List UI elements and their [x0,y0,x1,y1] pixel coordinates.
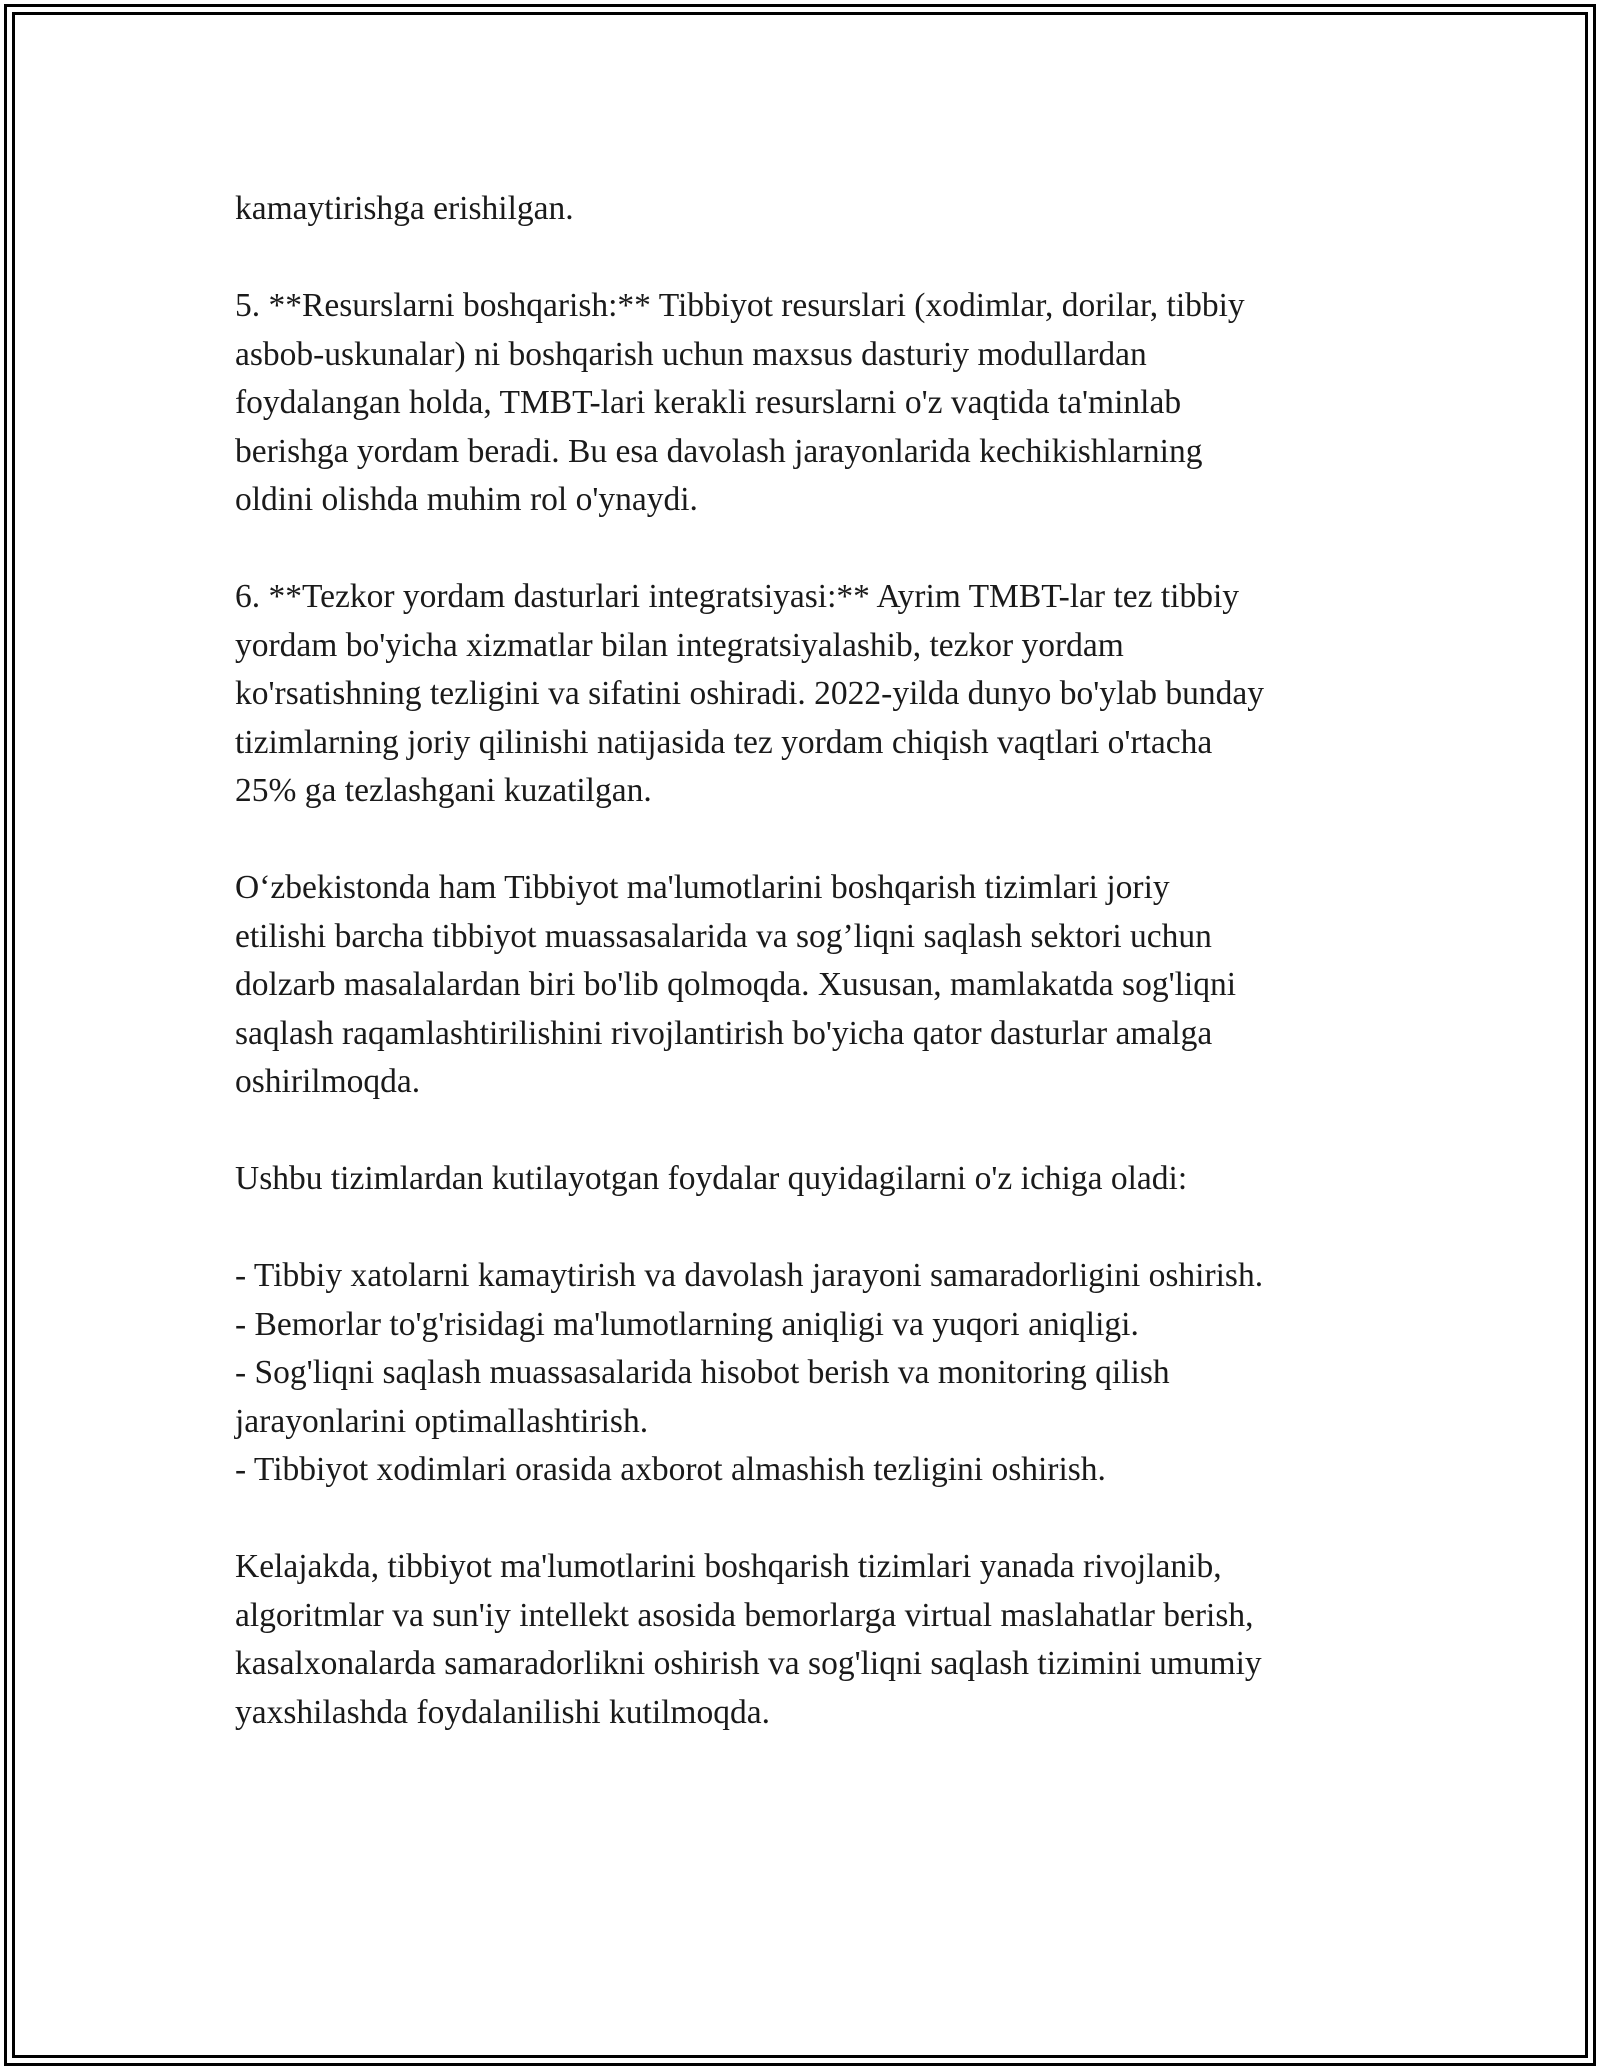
list-item: - Tibbiy xatolarni kamaytirish va davolash jarayoni samaradorligini oshirish. [235,1257,1264,1294]
paragraph-resource-management: 5. **Resurslarni boshqarish:** Tibbiyot resurslari (xodimlar, dorilar, tibbiy asbob-uskunalar) ni boshqarish uchun maxsus dasturiy modullardan foydalangan holda, TMBT-lari kerakli resurslarni o'z vaqtida ta'minlab berishga yordam beradi. Bu esa davolash jarayonlarida kechikishlarning oldini olishda muhim rol o'ynaydi. [235,287,1245,518]
paragraph-continuation: kamaytirishga erishilgan. [235,190,574,227]
list-item: - Sog'liqni saqlash muassasalarida hisobot berish va monitoring qilish jarayonlarini optimallashtirish. [235,1354,1170,1440]
list-item: - Tibbiyot xodimlari orasida axborot almashish tezligini oshirish. [235,1451,1106,1488]
paragraph-uzbekistan: O‘zbekistonda ham Tibbiyot ma'lumotlarini boshqarish tizimlari joriy etilishi barcha tibbiyot muassasalarida va sog’liqni saqlash sektori uchun dolzarb masalalardan biri bo'lib qolmoqda. Xususan, mamlakatda sog'liqni saqlash raqamlashtirilishini rivojlantirish bo'yicha qator dasturlar amalga oshirilmoqda. [235,869,1237,1100]
benefits-list [235,1252,1395,1495]
paragraph-future: Kelajakda, tibbiyot ma'lumotlarini boshqarish tizimlari yanada rivojlanib, algoritmlar va sun'iy intellekt asosida bemorlarga virtual maslahatlar berish, kasalxonalarda samaradorlikni oshirish va sog'liqni saqlash tizimini umumiy yaxshilashda foydalanilishi kutilmoqda. [235,1548,1262,1731]
list-item: - Bemorlar to'g'risidagi ma'lumotlarning aniqligi va yuqori aniqligi. [235,1305,1139,1343]
paragraph-benefits-intro: Ushbu tizimlardan kutilayotgan foydalar quyidagilarni o'z ichiga oladi: [235,1160,1188,1197]
paragraph-emergency-integration: 6. **Tezkor yordam dasturlari integratsiyasi:** Ayrim TMBT-lar tez tibbiy yordam bo'yicha xizmatlar bilan integratsiyalashib, tezkor yordam ko'rsatishning tezligini va sifatini oshiradi. 2022-yilda dunyo bo'ylab bunday tizimlarning joriy qilinishi natijasida tez yordam chiqish vaqtlari o'rtacha 25% ga tezlashgani kuzatilgan. [235,578,1265,809]
document-body [235,185,1395,1786]
